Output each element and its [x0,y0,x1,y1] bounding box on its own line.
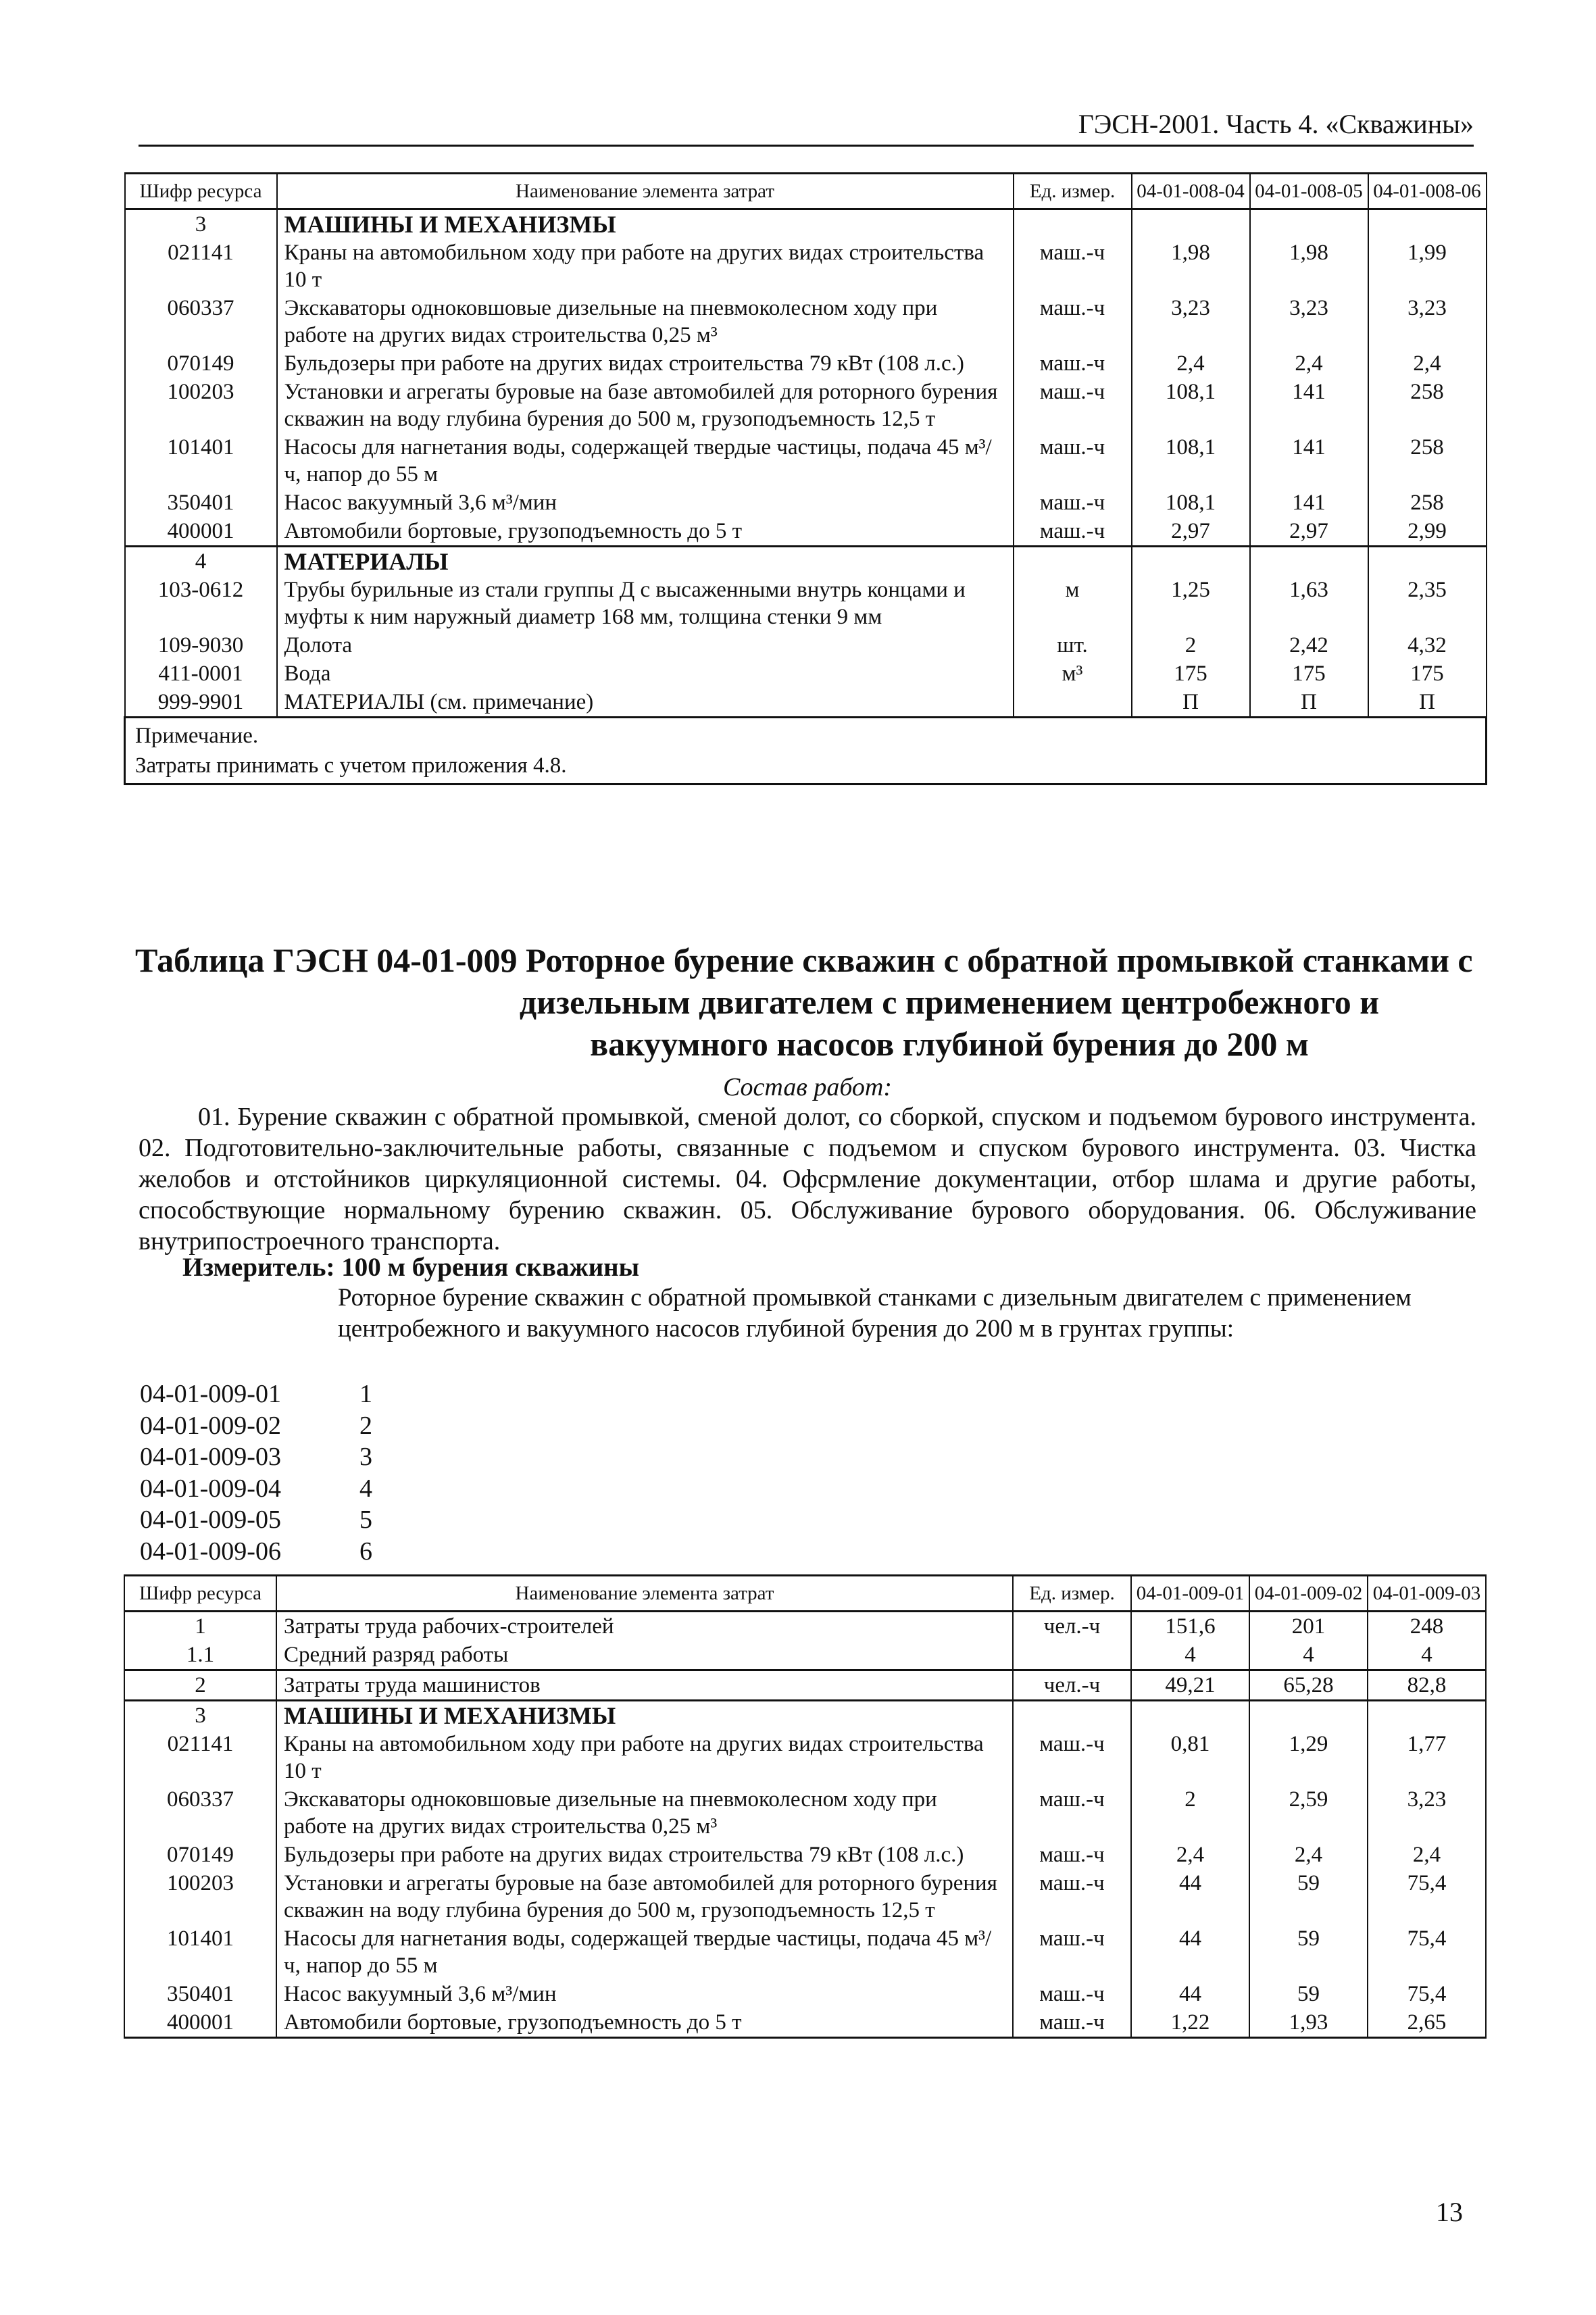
table-row [124,1785,1486,1841]
value-col-3: 82,8 [1368,1670,1486,1701]
resource-code: 070149 [124,1841,276,1869]
value-col-1: 44 [1131,1869,1249,1924]
cost-table-009 [124,1574,1487,2039]
table-row [125,378,1487,433]
value-col-1: 151,6 [1131,1612,1249,1641]
cost-element-name: Краны на автомобильном ходу при работе на других видах строительства 10 т [277,239,1014,294]
value-col-3: П [1368,688,1487,718]
value-col-1: 0,81 [1131,1730,1249,1785]
unit-of-measure: маш.-ч [1014,239,1132,294]
value-col-1: 2 [1131,1785,1249,1841]
resource-code: 411-0001 [125,659,277,688]
cost-element-name: Насосы для нагнетания воды, содержащей твердые частицы, подача 45 м³/ч, напор до 55 м [276,1924,1013,1980]
value-col-2: 1,63 [1250,576,1368,631]
value-col-1: 49,21 [1131,1670,1249,1701]
note-text: Затраты принимать с учетом приложения 4.8. [135,753,567,778]
resource-code: 999-9901 [125,688,277,718]
cost-element-name: МАТЕРИАЛЫ (см. примечание) [277,688,1014,718]
unit-of-measure: маш.-ч [1013,2008,1131,2038]
header-unit: Ед. измер. [1014,174,1132,209]
cost-element-name: Долота [277,631,1014,659]
table-row [125,489,1487,517]
unit-of-measure: м³ [1014,659,1132,688]
value-col-1: 44 [1131,1980,1249,2008]
table-title-line-3: вакуумного насосов глубиной бурения до 200 м [590,1025,1309,1063]
cost-element-name: Бульдозеры при работе на других видах строительства 79 кВт (108 л.с.) [277,349,1014,378]
norm-code: 04-01-009-04 [140,1474,281,1503]
list-item [140,1410,372,1442]
value-col-2 [1250,209,1368,239]
value-col-1: П [1132,688,1250,718]
table-row [125,294,1487,349]
value-col-1 [1132,209,1250,239]
table-row [125,576,1487,631]
list-item [140,1504,372,1536]
value-col-1: 108,1 [1132,433,1250,489]
running-head: ГЭСН-2001. Часть 4. «Скважины» [139,107,1474,147]
value-col-2: 2,59 [1249,1785,1368,1841]
value-col-3: 175 [1368,659,1487,688]
table-note-row [125,718,1487,785]
table-row [124,1924,1486,1980]
value-col-3: 2,35 [1368,576,1487,631]
work-composition-text: 01. Бурение скважин с обратной промывкой, сменой долот, со сборкой, спуском и подъемом бурового инструмента. 02. Подготовительно-заключительные работы, связанные с подъемом и спуском бурового инструмента. 03. Чистка желобов и отстойников циркуляционной системы. 04. Офсрмление документации, отбор шлама и другие работы, способствующие нормальному бурению скважин. 05. Обслуживание бурового оборудования. 06. Обслуживание внутрипостроечного транспорта. [139,1103,1476,1255]
header-col-1: 04-01-009-01 [1131,1576,1249,1612]
value-col-2: 2,97 [1250,517,1368,547]
value-col-3: 75,4 [1368,1924,1486,1980]
table-title-line-1: Таблица ГЭСН 04-01-009 Роторное бурение скважин с обратной промывкой станками с [135,941,1473,979]
resource-code: 021141 [124,1730,276,1785]
unit-of-measure: маш.-ч [1013,1980,1131,2008]
resource-code: 060337 [124,1785,276,1841]
resource-code: 400001 [124,2008,276,2038]
header-name: Наименование элемента затрат [277,174,1014,209]
resource-code: 350401 [125,489,277,517]
norm-code-list [140,1378,372,1567]
resource-code: 2 [124,1670,276,1701]
table-header-row [124,1576,1486,1612]
table-row [125,239,1487,294]
value-col-2: 59 [1249,1980,1368,2008]
value-col-2: 141 [1250,489,1368,517]
table-row [124,1980,1486,2008]
unit-of-measure: чел.-ч [1013,1612,1131,1641]
unit-of-measure: маш.-ч [1014,378,1132,433]
value-col-1: 175 [1132,659,1250,688]
unit-of-measure: маш.-ч [1013,1730,1131,1785]
resource-code: 060337 [125,294,277,349]
section-row [125,547,1487,576]
header-code: Шифр ресурса [124,1576,276,1612]
value-col-1: 3,23 [1132,294,1250,349]
resource-code: 3 [125,209,277,239]
resource-code: 350401 [124,1980,276,2008]
table-body [125,209,1487,718]
value-col-2: 201 [1249,1612,1368,1641]
value-col-3: 2,4 [1368,1841,1486,1869]
value-col-3: 258 [1368,433,1487,489]
value-col-2 [1250,547,1368,576]
value-col-2 [1249,1701,1368,1731]
work-composition-heading: Состав работ: [722,1073,893,1101]
value-col-3: 2,99 [1368,517,1487,547]
meter-line [182,1251,639,1284]
value-col-2: 1,98 [1250,239,1368,294]
unit-of-measure: маш.-ч [1014,294,1132,349]
soil-group: 2 [359,1411,372,1440]
unit-of-measure: маш.-ч [1013,1869,1131,1924]
value-col-2: 1,93 [1249,2008,1368,2038]
header-unit: Ед. измер. [1013,1576,1131,1612]
soil-group: 6 [359,1537,372,1566]
resource-code: 109-9030 [125,631,277,659]
value-col-3: 4,32 [1368,631,1487,659]
value-col-3 [1368,209,1487,239]
value-col-1: 1,22 [1131,2008,1249,2038]
table-row [125,631,1487,659]
unit-of-measure [1013,1641,1131,1670]
value-col-2: 59 [1249,1924,1368,1980]
table-header-row [125,174,1487,209]
value-col-1: 44 [1131,1924,1249,1980]
norm-code: 04-01-009-02 [140,1411,281,1440]
table-row [125,517,1487,547]
soil-group: 1 [359,1380,372,1408]
list-item [140,1378,372,1410]
value-col-1 [1132,547,1250,576]
value-col-1: 2,97 [1132,517,1250,547]
table-row [124,1641,1486,1670]
cost-element-name: Автомобили бортовые, грузоподъемность до 5 т [277,517,1014,547]
list-item [140,1536,372,1568]
header-name: Наименование элемента затрат [276,1576,1013,1612]
cost-element-name: Трубы бурильные из стали группы Д с высаженными внутрь концами и муфты к ним наружный диаметр 168 мм, толщина стенки 9 мм [277,576,1014,631]
note-title: Примечание. [135,724,259,748]
value-col-3: 1,77 [1368,1730,1486,1785]
cost-element-name: Установки и агрегаты буровые на базе автомобилей для роторного бурения скважин на воду глубина бурения до 500 м, грузоподъемность 12,5 т [277,378,1014,433]
cost-element-name: Бульдозеры при работе на других видах строительства 79 кВт (108 л.с.) [276,1841,1013,1869]
cost-element-name: Экскаваторы одноковшовые дизельные на пневмоколесном ходу при работе на других видах строительства 0,25 м³ [277,294,1014,349]
meter-label: Измеритель: [182,1253,335,1282]
resource-code: 100203 [125,378,277,433]
unit-of-measure: маш.-ч [1014,489,1132,517]
cost-element-name: Насосы для нагнетания воды, содержащей твердые частицы, подача 45 м³/ч, напор до 55 м [277,433,1014,489]
value-col-3: 1,99 [1368,239,1487,294]
table-row [124,1869,1486,1924]
section-row [125,209,1487,239]
header-col-2: 04-01-009-02 [1249,1576,1368,1612]
resource-code: 070149 [125,349,277,378]
value-col-2: 3,23 [1250,294,1368,349]
header-code: Шифр ресурса [125,174,277,209]
cost-element-name: Затраты труда машинистов [276,1670,1013,1701]
resource-code: 4 [125,547,277,576]
cost-table-008 [124,172,1487,785]
cost-element-name: Средний разряд работы [276,1641,1013,1670]
value-col-2: 141 [1250,433,1368,489]
table-row [125,688,1487,718]
norm-code: 04-01-009-03 [140,1443,281,1471]
page-number: 13 [1436,2197,1463,2227]
cost-element-name: Экскаваторы одноковшовые дизельные на пневмоколесном ходу при работе на других видах строительства 0,25 м³ [276,1785,1013,1841]
header-col-1: 04-01-008-04 [1132,174,1250,209]
unit-of-measure: маш.-ч [1014,517,1132,547]
value-col-2: 2,42 [1250,631,1368,659]
value-col-2: 59 [1249,1869,1368,1924]
cost-element-name: Установки и агрегаты буровые на базе автомобилей для роторного бурения скважин на воду глубина бурения до 500 м, грузоподъемность 12,5 т [276,1869,1013,1924]
cost-element-name: Автомобили бортовые, грузоподъемность до 5 т [276,2008,1013,2038]
value-col-1: 2 [1132,631,1250,659]
section-row [124,1612,1486,1641]
unit-of-measure [1014,688,1132,718]
unit-of-measure: маш.-ч [1013,1924,1131,1980]
value-col-3: 3,23 [1368,1785,1486,1841]
cost-element-name: МАШИНЫ И МЕХАНИЗМЫ [276,1701,1013,1731]
value-col-3: 258 [1368,489,1487,517]
meter-value: 100 м бурения скважины [341,1253,640,1282]
value-col-3 [1368,1701,1486,1731]
unit-of-measure: маш.-ч [1013,1841,1131,1869]
value-col-1: 2,4 [1132,349,1250,378]
unit-of-measure: маш.-ч [1014,349,1132,378]
value-col-3: 4 [1368,1641,1486,1670]
table-row [124,1841,1486,1869]
value-col-1: 2,4 [1131,1841,1249,1869]
table-row [124,2008,1486,2038]
cost-element-name: Затраты труда рабочих-строителей [276,1612,1013,1641]
unit-of-measure [1014,547,1132,576]
value-col-3: 2,4 [1368,349,1487,378]
table-title [135,939,1480,1065]
resource-code: 101401 [125,433,277,489]
unit-of-measure: маш.-ч [1013,1785,1131,1841]
cost-element-name: МАТЕРИАЛЫ [277,547,1014,576]
value-col-2: П [1250,688,1368,718]
table-note [125,718,1487,785]
value-col-1 [1131,1701,1249,1731]
value-col-2: 2,4 [1250,349,1368,378]
section-row [124,1670,1486,1701]
table-body [124,1612,1486,2038]
resource-code: 400001 [125,517,277,547]
resource-code: 101401 [124,1924,276,1980]
value-col-2: 175 [1250,659,1368,688]
value-col-1: 108,1 [1132,489,1250,517]
header-col-2: 04-01-008-05 [1250,174,1368,209]
value-col-2: 65,28 [1249,1670,1368,1701]
unit-of-measure: чел.-ч [1013,1670,1131,1701]
cost-element-name: Насос вакуумный 3,6 м³/мин [277,489,1014,517]
unit-of-measure [1014,209,1132,239]
value-col-3: 75,4 [1368,1869,1486,1924]
value-col-1: 4 [1131,1641,1249,1670]
table-row [125,349,1487,378]
value-col-3: 3,23 [1368,294,1487,349]
resource-code: 1 [124,1612,276,1641]
value-col-1: 108,1 [1132,378,1250,433]
value-col-2: 4 [1249,1641,1368,1670]
norm-code: 04-01-009-06 [140,1537,281,1566]
value-col-1: 1,25 [1132,576,1250,631]
value-col-2: 1,29 [1249,1730,1368,1785]
resource-code: 1.1 [124,1641,276,1670]
header-col-3: 04-01-008-06 [1368,174,1487,209]
unit-of-measure: шт. [1014,631,1132,659]
cost-element-name: Краны на автомобильном ходу при работе на других видах строительства 10 т [276,1730,1013,1785]
value-col-1: 1,98 [1132,239,1250,294]
resource-code: 021141 [125,239,277,294]
soil-group: 5 [359,1505,372,1534]
cost-element-name: МАШИНЫ И МЕХАНИЗМЫ [277,209,1014,239]
norm-intro-text: Роторное бурение скважин с обратной промывкой станками с дизельным двигателем с применением центробежного и вакуумного насосов глубиной бурения до 200 м в грунтах группы: [338,1284,1412,1343]
value-col-2: 2,4 [1249,1841,1368,1869]
value-col-3: 75,4 [1368,1980,1486,2008]
value-col-2: 141 [1250,378,1368,433]
unit-of-measure [1013,1701,1131,1731]
list-item [140,1441,372,1473]
soil-group: 3 [359,1443,372,1471]
resource-code: 100203 [124,1869,276,1924]
soil-group: 4 [359,1474,372,1503]
section-row [124,1701,1486,1731]
list-item [140,1473,372,1505]
table-title-line-2: дизельным двигателем с применением центробежного и [519,983,1380,1021]
table-row [125,433,1487,489]
norm-code: 04-01-009-01 [140,1380,281,1408]
value-col-3: 2,65 [1368,2008,1486,2038]
table-row [124,1730,1486,1785]
cost-element-name: Насос вакуумный 3,6 м³/мин [276,1980,1013,2008]
value-col-3: 258 [1368,378,1487,433]
norm-code: 04-01-009-05 [140,1505,281,1534]
value-col-3: 248 [1368,1612,1486,1641]
table-row [125,659,1487,688]
cost-element-name: Вода [277,659,1014,688]
resource-code: 3 [124,1701,276,1731]
unit-of-measure: м [1014,576,1132,631]
resource-code: 103-0612 [125,576,277,631]
header-col-3: 04-01-009-03 [1368,1576,1486,1612]
value-col-3 [1368,547,1487,576]
unit-of-measure: маш.-ч [1014,433,1132,489]
